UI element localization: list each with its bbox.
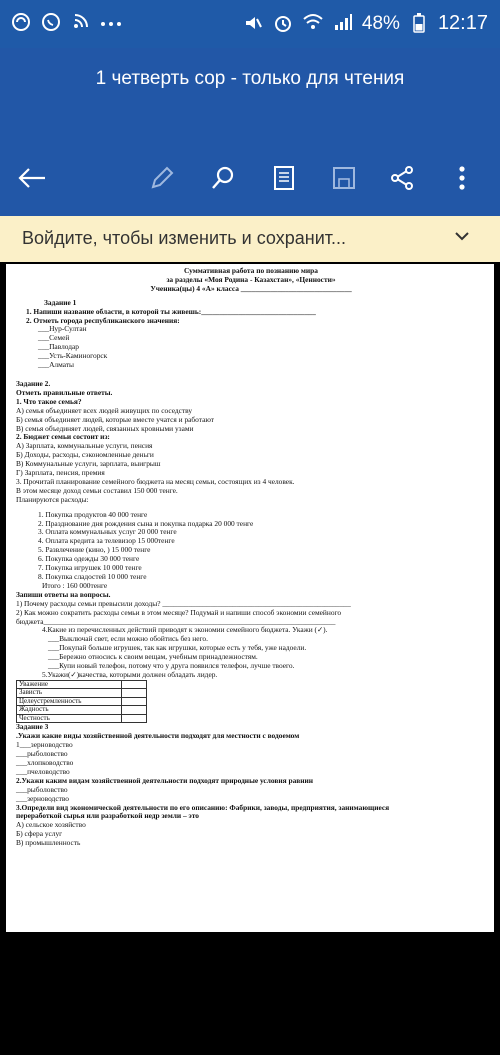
doc-heading-3: Ученика(цы) 4 «А» класса ______________________________ [150,283,352,293]
check-cell[interactable] [122,706,147,715]
task3-question-3: 3.Определи вид экономической деятельности по его описанию: Фабрики, заводы, предприятия, занимающиеся [16,802,390,812]
whatsapp-icon [40,12,62,34]
notification-icon [10,12,32,34]
task1-heading: Задание 1 [44,297,77,307]
task3-q3-option: А) сельское хозяйство [16,820,86,830]
task2-line: Г) Зарплата, пенсия, премия [16,468,105,478]
toolbar [0,154,500,204]
city-option: ___Нур-Султан [38,324,87,334]
chevron-down-icon[interactable] [454,228,470,249]
quality-cell: Честность [17,714,122,723]
quality-cell: Уважение [17,680,122,689]
document-title: 1 четверть сор - только для чтения [95,68,405,89]
task2-line: 1. Что такое семья? [16,396,82,406]
check-cell[interactable] [122,697,147,706]
clock: 12:17 [437,12,488,34]
signal-icon [332,13,354,35]
doc-heading-1: Суммативная работа по познанию мира [183,266,318,275]
task2-line: Б) семья объединяет людей, которые вместе учатся и работают [16,414,215,424]
app-header [0,48,500,216]
share-icon [389,165,415,196]
city-option: ___Алматы [38,360,75,370]
wifi-icon [302,13,324,35]
document-view-icon [272,165,296,196]
vertical-dots-icon [458,165,466,196]
question-5: 5.Укажи(✓)качества, которыми должен обладать лидер. [42,669,218,679]
city-option: ___Усть-Каминогорск [38,351,108,361]
task3-q1-option: ___рыболовство [16,749,68,759]
battery-level: 48% [361,12,400,34]
expense-item: 5. Развлечение (кино, ) 15 000 тенге [38,545,151,555]
task1-item: 2. Отметь города республиканского значения: [26,315,180,325]
task3-heading: Задание 3 [16,722,49,732]
task3-q2-option: ___рыболовство [16,784,68,794]
task2-line: 2. Бюджет семьи состоит из: [16,432,110,442]
bottom-area [0,932,500,1055]
search-icon [210,165,236,196]
task3-q2-option: ___зерноводство [16,793,69,803]
quality-cell: Зависть [17,689,122,698]
task2-line: Б) Доходы, расходы, сэкономленные деньги [16,450,154,460]
task2-line: В) семья объединяет людей, связанных кровными узами [16,423,194,433]
task2-line: Планируются расходы: [16,494,89,504]
sign-in-banner[interactable] [0,216,500,262]
more-dots-icon [100,12,122,34]
status-bar [0,0,500,48]
task2-line: В) Коммунальные услуги, зарплата, выигрыш [16,459,161,469]
save-icon [332,166,356,195]
alarm-icon [272,13,294,35]
task3-q1-option: ___пчеловодство [16,766,70,776]
expense-item: 4. Оплата кредита за телевизор 15 000тенге [38,536,175,546]
answers-heading: Запиши ответы на вопросы. [16,589,111,599]
city-option: ___Павлодар [38,342,80,352]
task3-question-1: .Укажи какие виды хозяйственной деятельности подходят для местности с водоемом [16,731,300,741]
task2-line: 3. Прочитай планирование семейного бюджета на месяц семьи, состоящих из 4 человек. [16,476,295,486]
task2-line: В этом месяце доход семьи составил 150 000 тенге. [16,485,178,495]
mute-icon [242,13,264,35]
q4-option: ___Выключай свет, если можно обойтись без него. [48,634,208,644]
task3-q3-option: Б) сфера услуг [16,829,63,839]
task3-question-3-cont: переработкой сырья или разработкой недр земли – это [16,811,199,821]
check-cell[interactable] [122,714,147,723]
answer-line: бюджета_______________________________________________________________________________ [16,616,336,626]
rss-icon [70,12,92,34]
answer-line: 1) Почему расходы семьи превысили доходы? ___________________________________________________ [16,598,351,608]
q4-option: ___Бережно относись к своим вещам, учебным принадлежностям. [48,652,258,662]
back-button[interactable] [14,162,50,198]
expenses-total: Итого : 160 000тенге [42,580,108,590]
leader-qualities-table [16,680,147,724]
battery-icon [408,13,430,35]
quality-cell: Жадность [17,706,122,715]
task2-line: А) Зарплата, коммунальные услуги, пенсия [16,441,153,451]
task3-q1-option: 1___зерноводство [16,740,73,750]
city-option: ___Семей [38,333,70,343]
document-page[interactable] [6,264,494,932]
check-cell[interactable] [122,680,147,689]
task2-heading: Задание 2. [16,378,51,388]
expense-item: 6. Покупка одежды 30 000 тенге [38,554,140,564]
expense-item: 1. Покупка продуктов 40 000 тенге [38,509,148,519]
task2-line: А) семья объединяет всех людей живущих по соседству [16,405,193,415]
back-arrow-icon [17,167,47,194]
more-options-button[interactable] [444,162,480,198]
expense-item: 3. Оплата коммунальных услуг 20 000 тенге [38,527,177,537]
doc-heading-2: за разделы «Моя Родина - Казахстан», «Ценности» [166,274,336,284]
check-cell[interactable] [122,689,147,698]
expense-item: 8. Покупка сладостей 10 000 тенге [38,572,147,581]
share-button[interactable] [384,162,420,198]
banner-text: Войдите, чтобы изменить и сохранит... [22,228,347,248]
expense-item: 7. Покупка игрушек 10 000 тенге [38,563,142,573]
task3-q1-option: ___хлопководство [16,758,74,767]
task3-question-2: 2.Укажи каким видам хозяйственной деятельности подходят природные условия равнин [16,775,314,785]
q4-option: ___Покупай больше игрушек, так как игрушки, которые есть у тебя, уже надоели. [48,643,307,653]
reading-view-button[interactable] [266,162,302,198]
q4-option: ___Купи новый телефон, потому что у друга появился телефон, лучше твоего. [48,661,295,671]
task2-line: Отметь правильные ответы. [16,387,113,397]
answer-line: 2) Как можно сократить расходы семьи в этом месяце? Подумай и напиши способ экономии семейного [16,607,342,617]
pencil-icon [149,165,175,196]
question-4: 4.Какие из перечисленных действий приводят к экономии семейного бюджета. Укажи (✓). [42,625,328,635]
expense-item: 2. Празднование дня рождения сына и покупка подарка 20 000 тенге [38,518,254,528]
quality-cell: Целеустремленность [17,697,122,706]
edit-button[interactable] [144,162,180,198]
search-button[interactable] [205,162,241,198]
task1-item: 1. Напиши название области, в которой ты живешь:_______________________________ [26,306,316,316]
task3-q3-option: В) промышленность [16,838,81,848]
save-button[interactable] [326,162,362,198]
